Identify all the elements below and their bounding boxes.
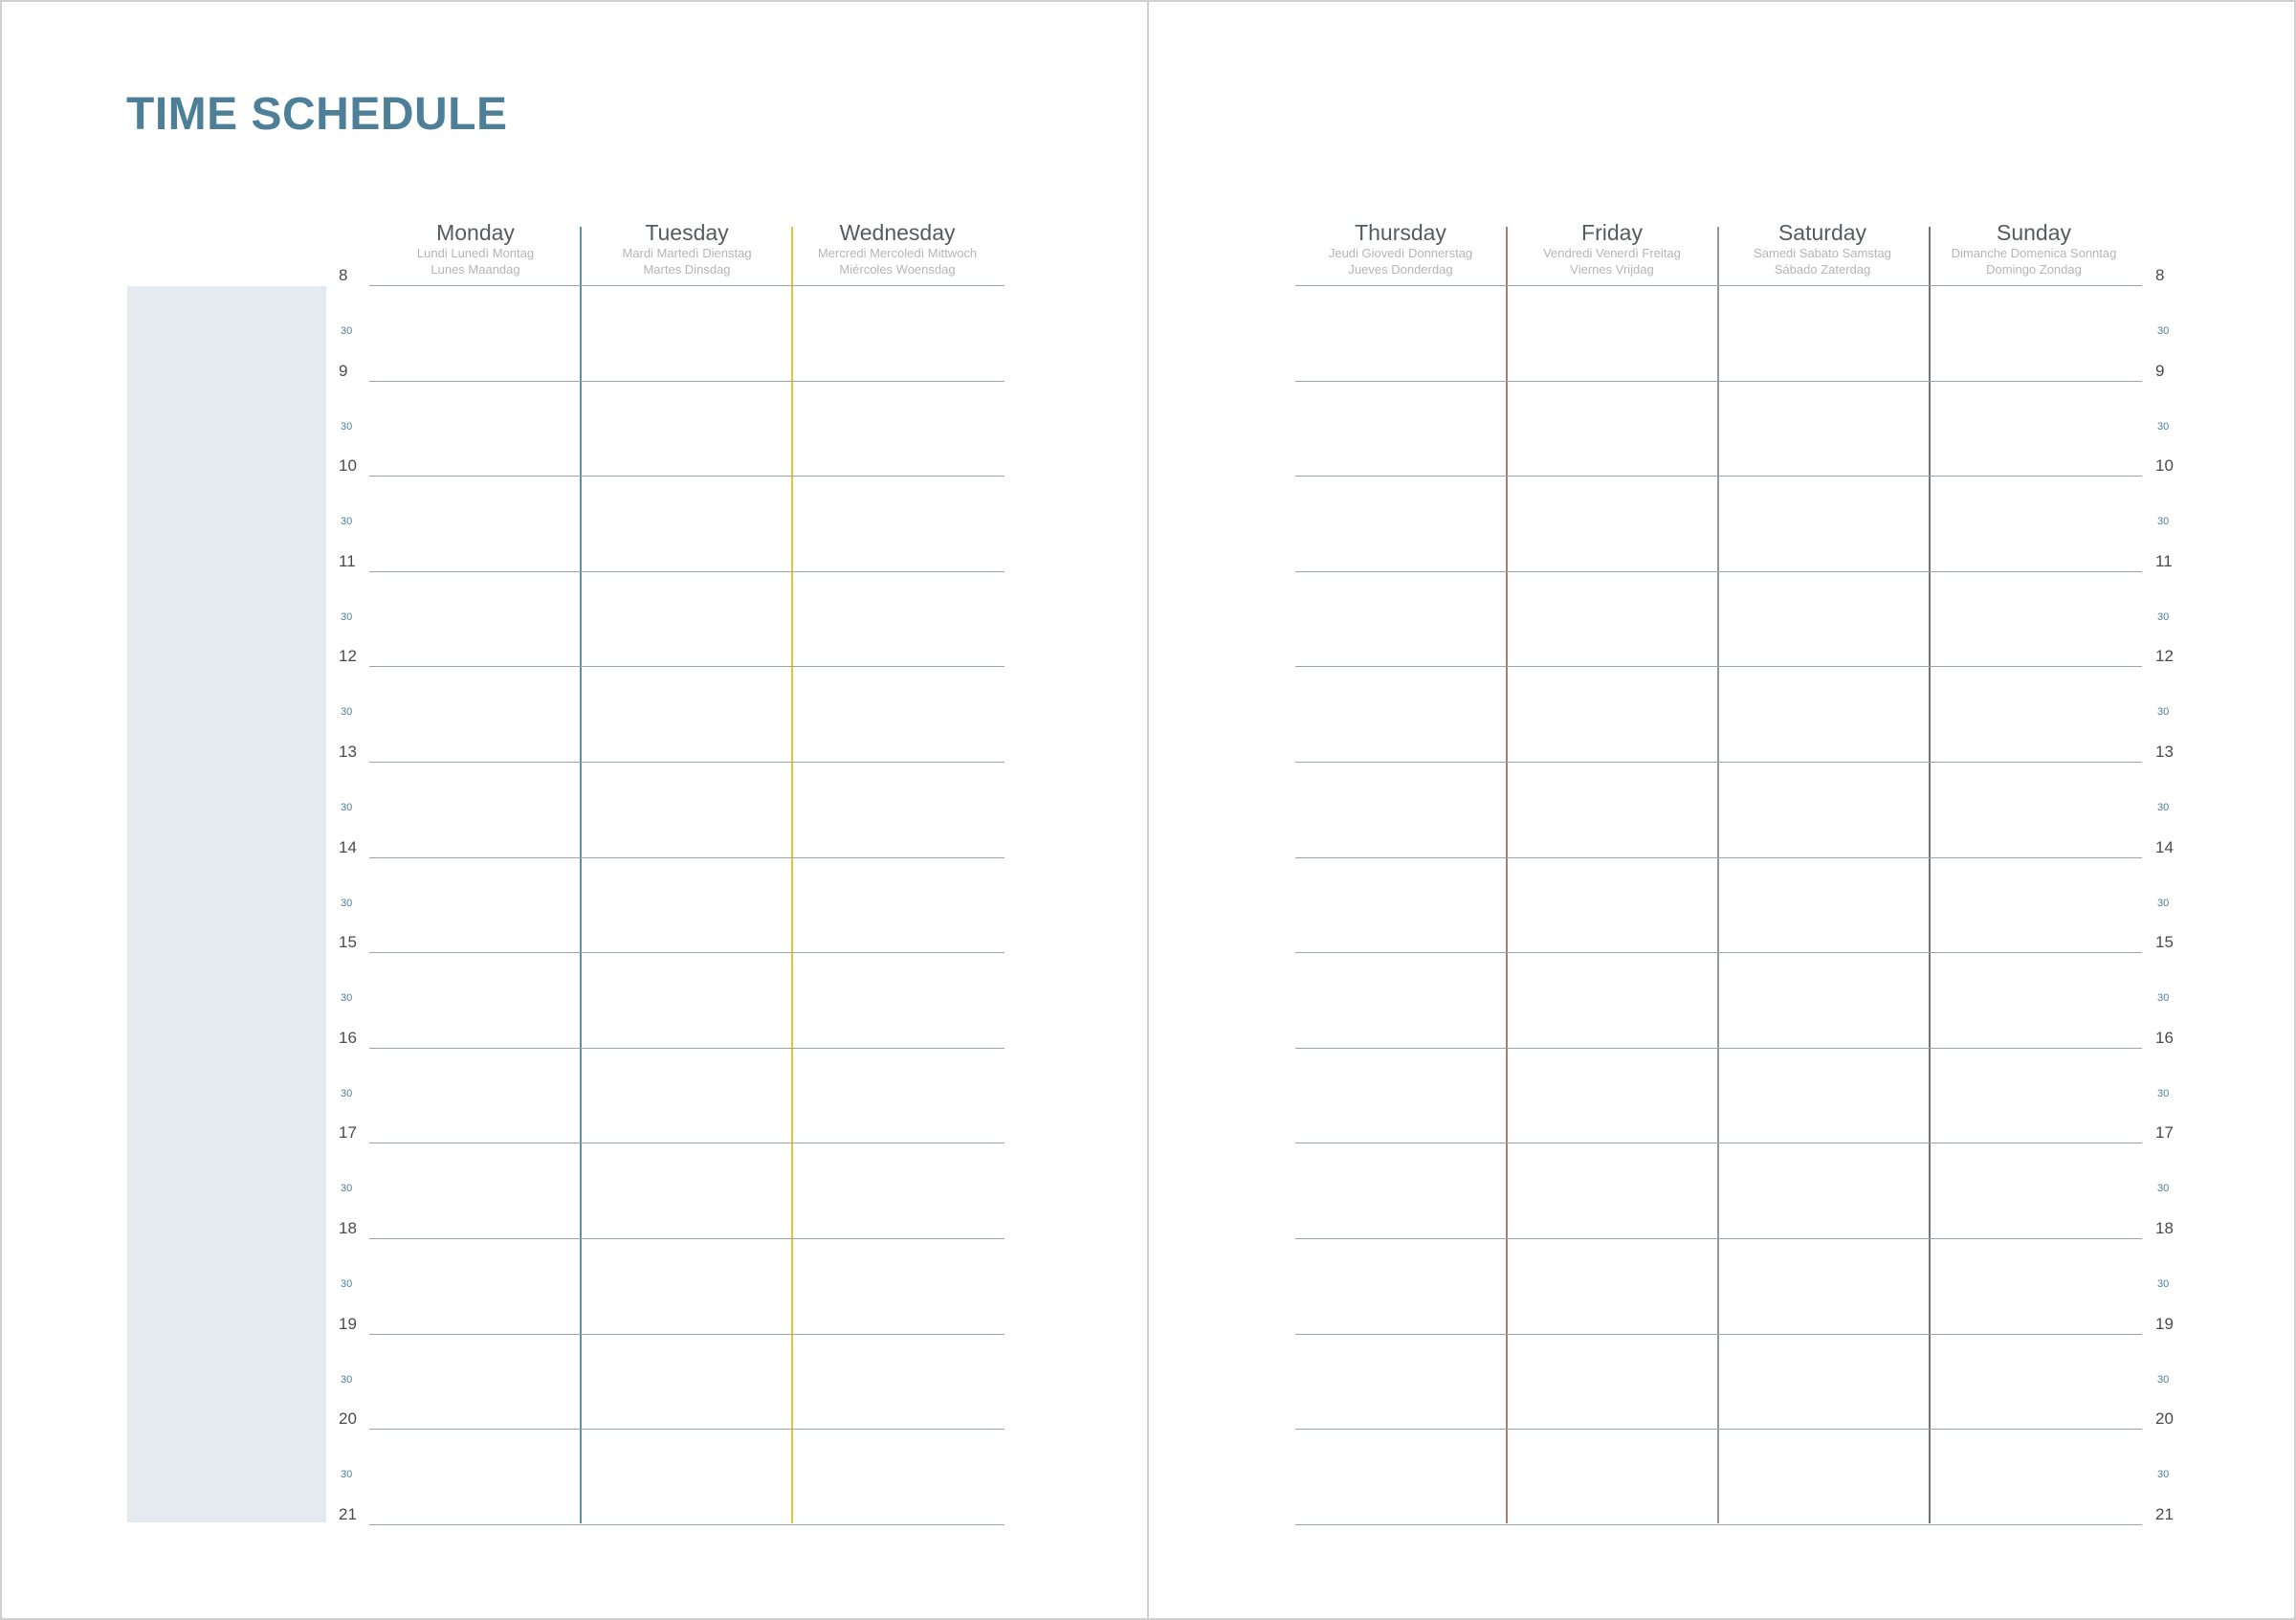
divider-saturday	[1717, 227, 1719, 1523]
right-hour-label: 8	[2155, 266, 2165, 284]
left-hour-label: 18	[339, 1219, 357, 1237]
left-hour-line	[369, 571, 1004, 572]
right-half-hour-label: 30	[2157, 1469, 2170, 1480]
left-hour-label: 16	[339, 1029, 357, 1047]
right-half-hour-label: 30	[2157, 802, 2170, 813]
right-half-hour-label: 30	[2157, 1278, 2170, 1290]
day-header-monday	[370, 220, 581, 277]
left-hour-line	[369, 762, 1004, 763]
page-title: TIME SCHEDULE	[126, 89, 508, 140]
day-header-friday	[1507, 220, 1717, 277]
right-hour-label: 21	[2155, 1505, 2174, 1523]
left-hour-line	[369, 1238, 1004, 1239]
left-hour-line	[369, 381, 1004, 382]
left-hour-line	[369, 1334, 1004, 1335]
right-hour-label: 11	[2155, 552, 2173, 570]
left-half-hour-label: 30	[341, 611, 353, 623]
right-hour-line	[1295, 571, 2142, 572]
left-hour-line	[369, 285, 1004, 286]
day-name: Monday	[436, 220, 515, 245]
left-half-hour-label: 30	[341, 898, 353, 909]
right-hour-label: 10	[2155, 456, 2174, 475]
left-half-hour-label: 30	[341, 421, 353, 433]
day-translations: Domingo Zondag	[1986, 262, 2082, 277]
right-hour-line	[1295, 666, 2142, 667]
day-translations: Jeudi Giovedì Donnerstag	[1328, 246, 1473, 260]
left-half-hour-label: 30	[341, 1374, 353, 1386]
right-hour-line	[1295, 381, 2142, 382]
left-hour-line	[369, 857, 1004, 858]
right-hour-line	[1295, 476, 2142, 477]
right-half-hour-label: 30	[2157, 325, 2170, 337]
day-name: Wednesday	[839, 220, 956, 245]
right-half-hour-label: 30	[2157, 1088, 2170, 1099]
left-half-hour-label: 30	[341, 1469, 353, 1480]
left-hour-line	[369, 1524, 1004, 1525]
left-hour-line	[369, 666, 1004, 667]
day-translations: Martes Dinsdag	[643, 262, 731, 277]
right-hour-label: 9	[2155, 362, 2165, 380]
day-translations: Miércoles Woensdag	[839, 262, 956, 277]
left-hour-label: 21	[339, 1505, 357, 1523]
divider-tuesday	[580, 227, 582, 1523]
right-hour-label: 15	[2155, 933, 2174, 951]
day-translations: Lundi Lunedì Montag	[416, 246, 535, 260]
right-half-hour-label: 30	[2157, 1183, 2170, 1194]
right-hour-label: 13	[2155, 743, 2174, 761]
right-half-hour-label: 30	[2157, 1374, 2170, 1386]
left-hour-label: 17	[339, 1123, 357, 1142]
left-half-hour-label: 30	[341, 802, 353, 813]
right-hour-label: 12	[2155, 647, 2174, 665]
day-translations: Mardi Martedì Dienstag	[622, 246, 752, 260]
right-hour-label: 16	[2155, 1029, 2174, 1047]
right-hour-label: 20	[2155, 1409, 2174, 1428]
day-translations: Vendredi Venerdì Freitag	[1543, 246, 1681, 260]
day-translations: Jueves Donderdag	[1348, 262, 1453, 277]
right-hour-line	[1295, 1238, 2142, 1239]
left-hour-label: 20	[339, 1409, 357, 1428]
right-hour-label: 18	[2155, 1219, 2174, 1237]
day-name: Thursday	[1355, 220, 1446, 245]
right-hour-label: 14	[2155, 838, 2174, 856]
right-hour-line	[1295, 1048, 2142, 1049]
left-half-hour-label: 30	[341, 1088, 353, 1099]
left-hour-label: 8	[339, 266, 348, 284]
left-hour-label: 11	[339, 552, 356, 570]
divider-sunday	[1929, 227, 1931, 1523]
day-header-saturday	[1717, 220, 1928, 277]
left-hour-label: 19	[339, 1315, 357, 1333]
divider-friday	[1506, 227, 1508, 1523]
right-hour-line	[1295, 857, 2142, 858]
left-hour-line	[369, 1048, 1004, 1049]
day-header-tuesday	[582, 220, 792, 277]
day-name: Tuesday	[645, 220, 729, 245]
right-half-hour-label: 30	[2157, 516, 2170, 527]
left-hour-label: 15	[339, 933, 357, 951]
left-half-hour-label: 30	[341, 706, 353, 718]
day-name: Saturday	[1777, 220, 1867, 245]
day-translations: Sábado Zaterdag	[1774, 262, 1871, 277]
right-hour-line	[1295, 1334, 2142, 1335]
day-translations: Mercredi Mercoledì Mittwoch	[817, 246, 978, 260]
right-hour-line	[1295, 1429, 2142, 1430]
left-hour-label: 12	[339, 647, 357, 665]
day-name: Friday	[1581, 220, 1643, 245]
left-hour-label: 14	[339, 838, 357, 856]
left-hour-label: 10	[339, 456, 357, 475]
right-half-hour-label: 30	[2157, 611, 2170, 623]
right-half-hour-label: 30	[2157, 898, 2170, 909]
right-hour-line	[1295, 952, 2142, 953]
left-hour-label: 9	[339, 362, 348, 380]
right-hour-label: 19	[2155, 1315, 2174, 1333]
right-hour-line	[1295, 762, 2142, 763]
day-translations: Lunes Maandag	[430, 262, 520, 277]
left-page	[0, 0, 1147, 1620]
left-half-hour-label: 30	[341, 325, 353, 337]
left-hour-label: 13	[339, 743, 357, 761]
day-translations: Dimanche Domenica Sonntag	[1951, 246, 2117, 260]
left-hour-line	[369, 476, 1004, 477]
left-hour-line	[369, 1429, 1004, 1430]
right-hour-line	[1295, 1524, 2142, 1525]
day-translations: Viernes Vrijdag	[1570, 262, 1654, 277]
left-half-hour-label: 30	[341, 992, 353, 1004]
right-half-hour-label: 30	[2157, 421, 2170, 433]
day-header-thursday	[1295, 220, 1506, 277]
day-translations: Samedi Sabato Samstag	[1754, 246, 1891, 260]
day-name: Sunday	[1996, 220, 2071, 245]
right-page	[1147, 0, 2296, 1620]
left-half-hour-label: 30	[341, 1278, 353, 1290]
left-half-hour-label: 30	[341, 1183, 353, 1194]
day-header-wednesday	[792, 220, 1003, 277]
left-hour-line	[369, 952, 1004, 953]
right-half-hour-label: 30	[2157, 992, 2170, 1004]
divider-wednesday	[791, 227, 793, 1523]
right-half-hour-label: 30	[2157, 706, 2170, 718]
right-hour-label: 17	[2155, 1123, 2174, 1142]
left-half-hour-label: 30	[341, 516, 353, 527]
right-hour-line	[1295, 285, 2142, 286]
day-header-sunday	[1929, 220, 2139, 277]
notes-sidebar	[127, 286, 326, 1522]
